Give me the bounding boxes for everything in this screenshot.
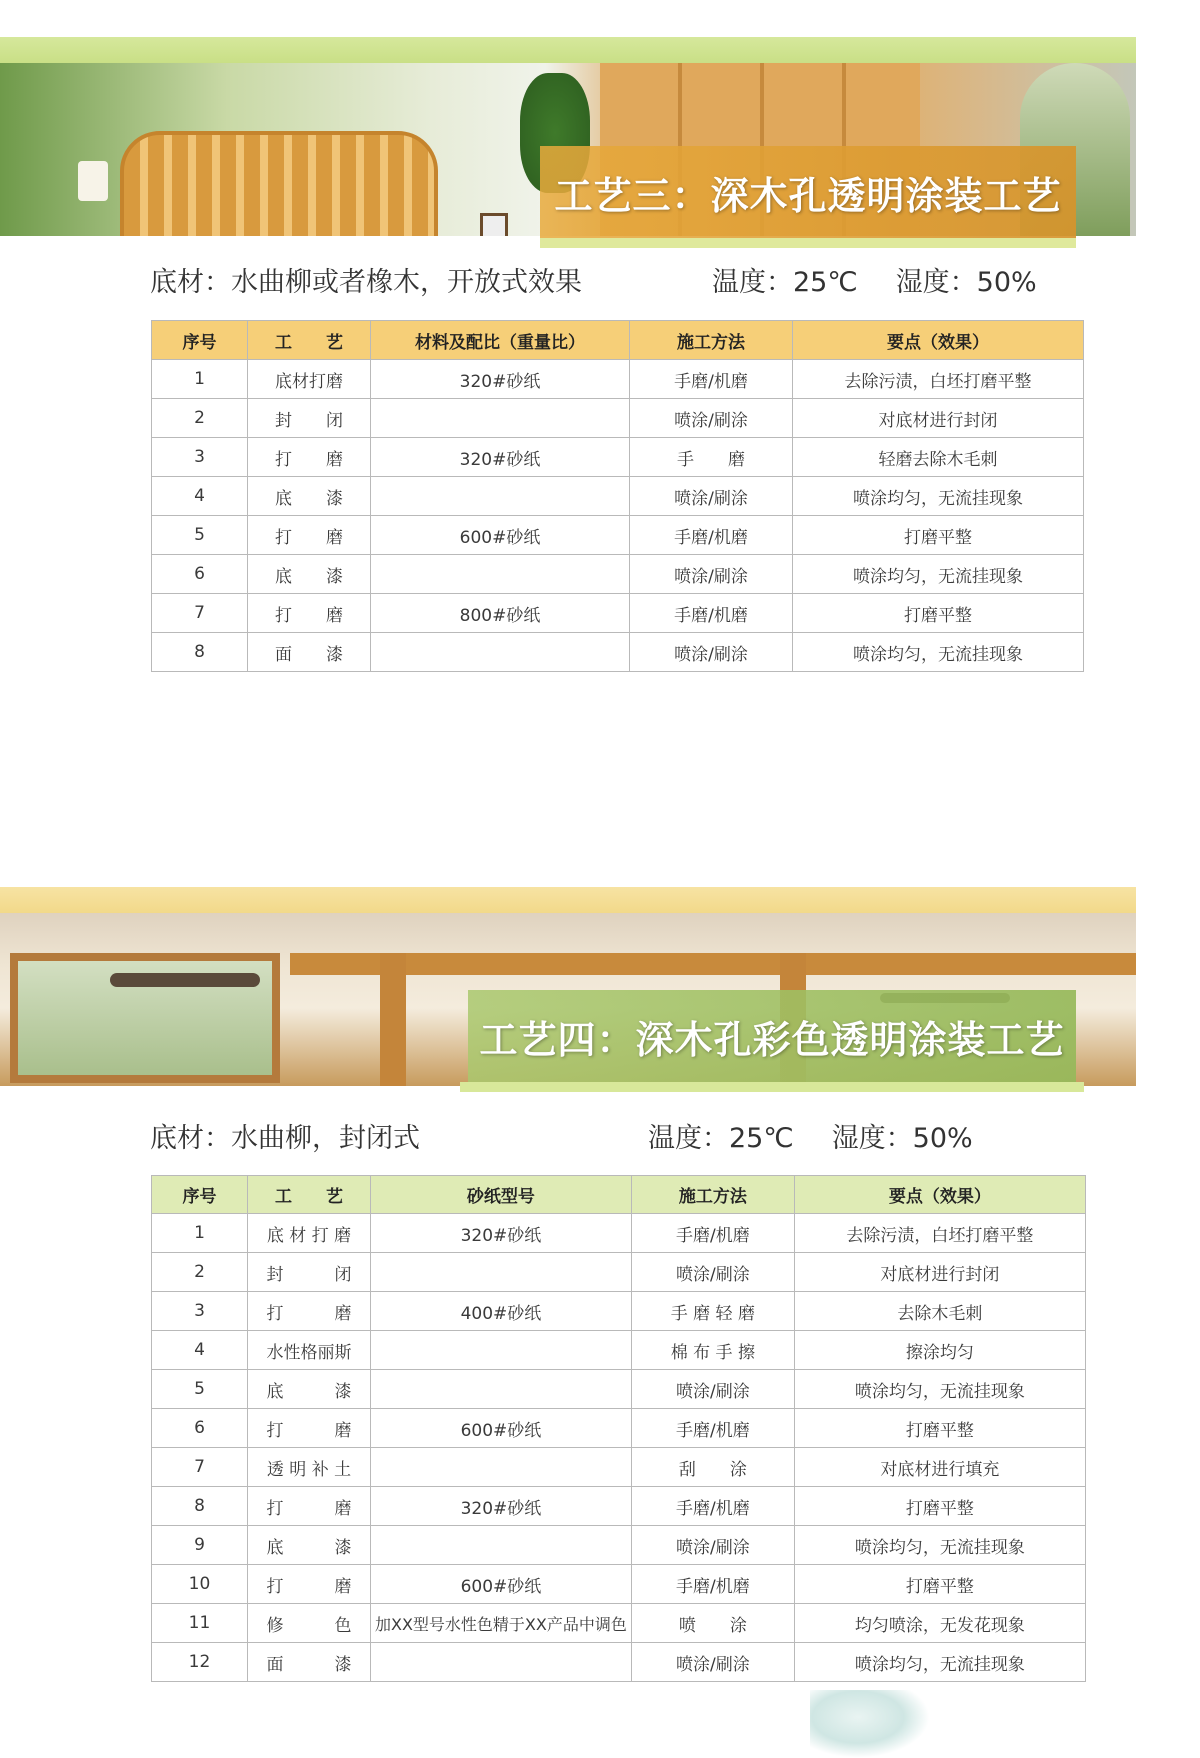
cell-material [371,1331,632,1370]
cell-key-points: 擦涂均匀 [794,1331,1085,1370]
cell-material: 400#砂纸 [371,1292,632,1331]
column-header-material: 材料及配比（重量比） [371,321,630,360]
cell-method: 手磨/机磨 [631,1487,794,1526]
cell-index: 1 [152,360,248,399]
cell-index: 8 [152,633,248,672]
picture-frame-illustration [480,213,508,236]
cell-method: 手 磨 轻 磨 [631,1292,794,1331]
cell-key-points: 喷涂均匀，无流挂现象 [794,1370,1085,1409]
cell-material [371,1526,632,1565]
cell-key-points: 轻磨去除木毛刺 [793,438,1084,477]
cell-key-points: 喷涂均匀，无流挂现象 [794,1526,1085,1565]
cell-process: 透 明 补 土 [248,1448,371,1487]
table-row [152,1331,1086,1370]
cell-material: 320#砂纸 [371,1487,632,1526]
column-header-index: 序号 [152,321,248,360]
cell-method: 喷涂/刷涂 [630,555,793,594]
cell-index: 6 [152,555,248,594]
humidity-info: 湿度：50% [895,267,1037,298]
cell-key-points: 喷涂均匀，无流挂现象 [793,633,1084,672]
table-row [152,1526,1086,1565]
table-row [152,1487,1086,1526]
process-table [151,1175,1086,1682]
substrate-info: 底材：水曲柳，封闭式 [150,1123,420,1154]
cell-method: 喷涂/刷涂 [630,633,793,672]
cell-index: 12 [152,1643,248,1682]
table-row [152,477,1084,516]
table-row [152,633,1084,672]
cell-process: 面 漆 [248,1643,371,1682]
cell-process: 封 闭 [248,1253,371,1292]
cell-method: 喷涂/刷涂 [631,1526,794,1565]
table-row [152,594,1084,633]
cell-method: 手磨/机磨 [630,516,793,555]
process-table [151,320,1084,672]
substrate-info: 底材：水曲柳或者橡木，开放式效果 [150,267,582,298]
cell-method: 喷涂/刷涂 [631,1370,794,1409]
table-row [152,1448,1086,1487]
water-splash-decoration [810,1690,930,1758]
cell-index: 11 [152,1604,248,1643]
table-row [152,516,1084,555]
column-header-process: 工 艺 [248,321,371,360]
column-header-method: 施工方法 [630,321,793,360]
cell-method: 手磨/机磨 [630,594,793,633]
cell-material: 600#砂纸 [371,1565,632,1604]
cell-index: 7 [152,594,248,633]
table-row [152,1253,1086,1292]
cell-process: 打 磨 [248,1409,371,1448]
title-underline [460,1082,1084,1092]
cell-process: 修 色 [248,1604,371,1643]
cell-index: 2 [152,1253,248,1292]
cell-process: 打 磨 [248,516,371,555]
cell-method: 喷涂/刷涂 [631,1253,794,1292]
cell-method: 喷 涂 [631,1604,794,1643]
temperature-info: 温度：25℃ [712,267,858,298]
column-header-process: 工 艺 [248,1176,371,1214]
cell-index: 9 [152,1526,248,1565]
cell-method: 喷涂/刷涂 [631,1643,794,1682]
ceiling-fan-illustration [110,973,260,987]
cell-key-points: 去除污渍，白坯打磨平整 [793,360,1084,399]
cell-index: 2 [152,399,248,438]
banner-top-strip [0,887,1136,913]
cell-key-points: 打磨平整 [793,516,1084,555]
table-row [152,399,1084,438]
cell-material [371,1643,632,1682]
column-header-key-points: 要点（效果） [793,321,1084,360]
cell-process: 打 磨 [248,1292,371,1331]
cell-process: 底材打磨 [248,360,371,399]
column-header-method: 施工方法 [631,1176,794,1214]
table-row [152,1292,1086,1331]
conditions-info [648,1116,973,1155]
cell-key-points: 打磨平整 [794,1487,1085,1526]
cell-method: 刮 涂 [631,1448,794,1487]
cell-method: 手磨/机磨 [631,1409,794,1448]
cell-process: 底 漆 [248,555,371,594]
cell-method: 手磨/机磨 [631,1214,794,1253]
cell-process: 打 磨 [248,1565,371,1604]
cell-material: 加XX型号水性色精于XX产品中调色 [371,1604,632,1643]
table-row [152,360,1084,399]
cell-material [371,1253,632,1292]
cell-process: 打 磨 [248,438,371,477]
table-row [152,555,1084,594]
cell-method: 棉 布 手 擦 [631,1331,794,1370]
section-title: 工艺三：深木孔透明涂装工艺 [540,146,1076,238]
cell-index: 7 [152,1448,248,1487]
table-row [152,1409,1086,1448]
title-underline [540,238,1076,248]
table-row [152,1370,1086,1409]
cell-index: 5 [152,516,248,555]
humidity-info: 湿度：50% [831,1123,973,1154]
cell-method: 手 磨 [630,438,793,477]
cell-key-points: 均匀喷涂，无发花现象 [794,1604,1085,1643]
cell-process: 底 漆 [248,1370,371,1409]
section-title: 工艺四：深木孔彩色透明涂装工艺 [468,990,1076,1082]
cell-key-points: 去除污渍，白坯打磨平整 [794,1214,1085,1253]
cell-index: 1 [152,1214,248,1253]
ceiling-beam-illustration [290,953,1136,975]
cell-material [371,477,630,516]
table-header-row [152,1176,1086,1214]
cell-index: 3 [152,1292,248,1331]
cell-key-points: 去除木毛刺 [794,1292,1085,1331]
cell-index: 6 [152,1409,248,1448]
cell-material [371,633,630,672]
table-row [152,1214,1086,1253]
cell-index: 4 [152,1331,248,1370]
column-header-index: 序号 [152,1176,248,1214]
cell-material: 600#砂纸 [371,1409,632,1448]
column-header-sandpaper: 砂纸型号 [371,1176,632,1214]
cell-key-points: 打磨平整 [794,1409,1085,1448]
lamp-illustration [78,161,108,201]
temperature-info: 温度：25℃ [648,1123,794,1154]
cell-process: 面 漆 [248,633,371,672]
cell-index: 10 [152,1565,248,1604]
cell-method: 喷涂/刷涂 [630,399,793,438]
banner-top-strip [0,37,1136,63]
cell-key-points: 对底材进行封闭 [793,399,1084,438]
conditions-info [712,260,1037,299]
cell-process: 水性格丽斯 [248,1331,371,1370]
cell-key-points: 对底材进行封闭 [794,1253,1085,1292]
bed-headboard-illustration [120,131,438,236]
cell-process: 打 磨 [248,594,371,633]
cell-index: 4 [152,477,248,516]
cell-process: 底 漆 [248,1526,371,1565]
cell-material: 320#砂纸 [371,1214,632,1253]
cell-material [371,1370,632,1409]
cell-material: 320#砂纸 [371,360,630,399]
cell-material [371,1448,632,1487]
cell-key-points: 对底材进行填充 [794,1448,1085,1487]
cell-process: 底 材 打 磨 [248,1214,371,1253]
cell-method: 喷涂/刷涂 [630,477,793,516]
cell-process: 打 磨 [248,1487,371,1526]
table-row [152,1604,1086,1643]
cell-process: 封 闭 [248,399,371,438]
cell-material: 800#砂纸 [371,594,630,633]
cell-key-points: 喷涂均匀，无流挂现象 [793,555,1084,594]
cell-method: 手磨/机磨 [631,1565,794,1604]
column-header-key-points: 要点（效果） [794,1176,1085,1214]
cell-key-points: 打磨平整 [794,1565,1085,1604]
cell-index: 3 [152,438,248,477]
cell-material [371,399,630,438]
cell-method: 手磨/机磨 [630,360,793,399]
cell-material: 320#砂纸 [371,438,630,477]
cell-process: 底 漆 [248,477,371,516]
cell-index: 8 [152,1487,248,1526]
cell-material: 600#砂纸 [371,516,630,555]
table-row [152,1643,1086,1682]
table-header-row [152,321,1084,360]
table-row [152,1565,1086,1604]
cell-key-points: 喷涂均匀，无流挂现象 [793,477,1084,516]
cell-key-points: 打磨平整 [793,594,1084,633]
wooden-post-illustration [380,953,406,1086]
cell-material [371,555,630,594]
cell-index: 5 [152,1370,248,1409]
cell-key-points: 喷涂均匀，无流挂现象 [794,1643,1085,1682]
table-row [152,438,1084,477]
